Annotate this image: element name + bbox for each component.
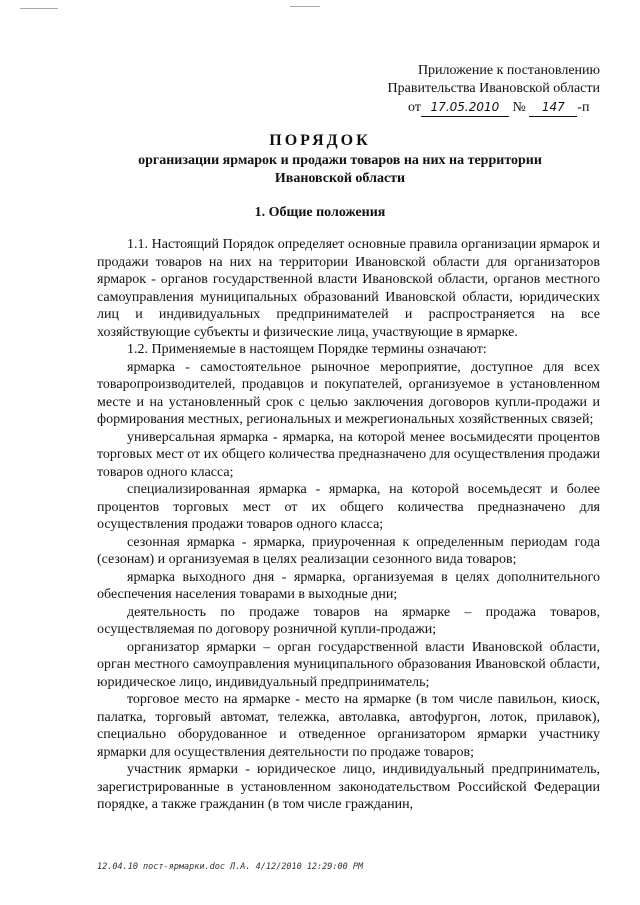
subtitle-line-1: организации ярмарок и продажи товаров на них на территории bbox=[138, 153, 542, 168]
appendix-line-2: Правительства Ивановской области bbox=[387, 81, 600, 96]
appendix-header bbox=[370, 62, 600, 117]
definition-participant: участник ярмарки - юридическое лицо, индивидуальный предприниматель, зарегистрированные в установленном законодательством Российской Федерации порядке, а также гражданин (в том числе гражданин, bbox=[97, 762, 600, 812]
paragraph-1-1: 1.1. Настоящий Порядок определяет основные правила организации ярмарок и продажи товаров на них на территории Ивановской области для организаторов ярмарок - органов государственной власти Ивановской области, органов местного самоуправления муниципальных образований Ивановской области, юридических лиц и индивидуальных предпринимателей и распространяется на все хозяйствующие субъекты и физические лица, участвующие в ярмарке. bbox=[97, 237, 600, 340]
definition-organizer: организатор ярмарки – орган государственной власти Ивановской области, орган местного самоуправления муниципального образования Ивановской области, юридическое лицо, индивидуальный предприниматель; bbox=[97, 639, 600, 690]
paragraph-1-2: 1.2. Применяемые в настоящем Порядке термины означают: bbox=[127, 342, 487, 357]
definition-universal-fair: универсальная ярмарка - ярмарка, на которой менее восьмидесяти процентов торговых мест от их общего количества предназначено для осуществления продажи товаров одного класса; bbox=[97, 429, 600, 480]
definition-trading-place: торговое место на ярмарке - место на ярмарке (в том числе павильон, киоск, палатка, торговый автомат, тележка, автолавка, автофургон, лоток, прилавок), специально оборудованное и отведенное организатором ярмарки участнику ярмарки для осуществления деятельности по продаже товаров; bbox=[97, 692, 600, 760]
handwritten-number: 147 bbox=[529, 98, 577, 117]
document-body bbox=[97, 236, 600, 814]
document-title: ПОРЯДОК bbox=[269, 132, 371, 149]
appendix-date-number-line bbox=[370, 98, 600, 117]
file-footer: 12.04.10 пост-ярмарки.doc Л.А. 4/12/2010 12:29:00 PM bbox=[97, 862, 364, 872]
number-suffix: -п bbox=[577, 100, 590, 115]
handwritten-date: 17.05.2010 bbox=[421, 98, 509, 117]
definition-weekend-fair: ярмарка выходного дня - ярмарка, организуемая в целях дополнительного обеспечения населения товарами в выходные дни; bbox=[97, 569, 600, 602]
number-label: № bbox=[512, 100, 526, 115]
subtitle-line-2: Ивановской области bbox=[274, 171, 406, 186]
definition-fair: ярмарка - самостоятельное рыночное мероприятие, доступное для всех товаропроизводителей, продавцов и покупателей, организуемое в установленном месте и на установленный срок с целью заключения договоров купли-продажи и формирования местных, региональных и межрегиональных хозяйственных связей; bbox=[97, 359, 600, 427]
definition-seasonal-fair: сезонная ярмарка - ярмарка, приуроченная к определенным периодам года (сезонам) и организуемая в целях реализации сезонного вида товаров; bbox=[97, 534, 600, 567]
definition-sales-activity: деятельность по продаже товаров на ярмарке – продажа товаров, осуществляемая по договору розничной купли-продажи; bbox=[97, 604, 600, 637]
from-label: от bbox=[408, 100, 421, 115]
section-heading: 1. Общие положения bbox=[254, 205, 386, 220]
appendix-line-1: Приложение к постановлению bbox=[417, 63, 600, 78]
scan-artifact bbox=[20, 8, 58, 9]
scan-artifact bbox=[290, 6, 320, 7]
definition-specialized-fair: специализированная ярмарка - ярмарка, на которой восемьдесят и более процентов торговых мест от их общего количества предназначено для осуществления продажи товаров одного класса; bbox=[97, 482, 600, 532]
document-subtitle bbox=[60, 152, 620, 188]
